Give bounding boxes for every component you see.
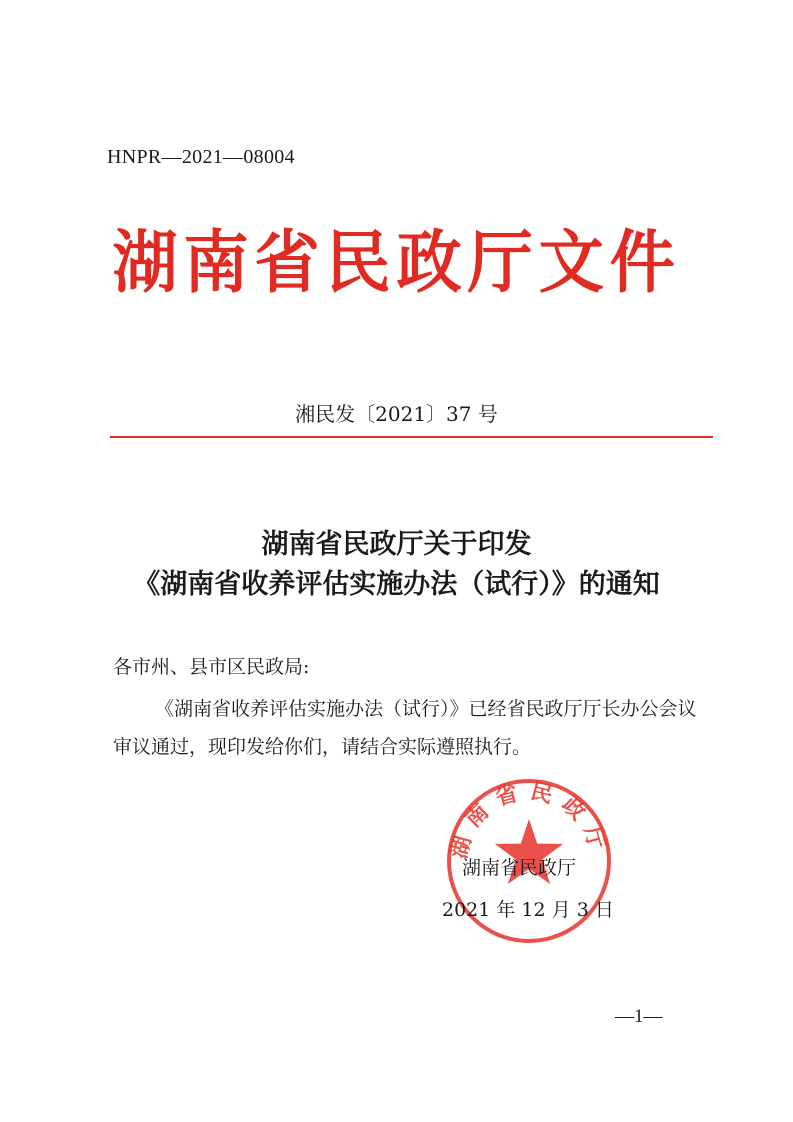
document-code: HNPR—2021—08004 <box>107 146 295 168</box>
salutation: 各市州、县市区民政局: <box>113 656 310 678</box>
notice-title-line-1: 湖南省民政厅关于印发 <box>261 529 532 560</box>
seal-text: 湖南省民政厅 <box>446 778 612 862</box>
signature-organization: 湖南省民政厅 <box>462 857 577 879</box>
masthead-title: 湖南省民政厅文件 <box>112 224 681 303</box>
notice-title-line-2: 《湖南省收养评估实施办法（试行）》的通知 <box>133 569 660 600</box>
document-number: 湘民发〔2021〕37 号 <box>295 402 498 426</box>
page-number: —1— <box>615 1006 663 1027</box>
red-divider <box>110 436 713 438</box>
signature-date: 2021 年 12 月 3 日 <box>442 899 614 921</box>
body-paragraph: 《湖南省收养评估实施办法（试行）》已经省民政厅厅长办公会议审议通过，现印发给你们，请结合实际遵照执行。 <box>113 698 697 758</box>
